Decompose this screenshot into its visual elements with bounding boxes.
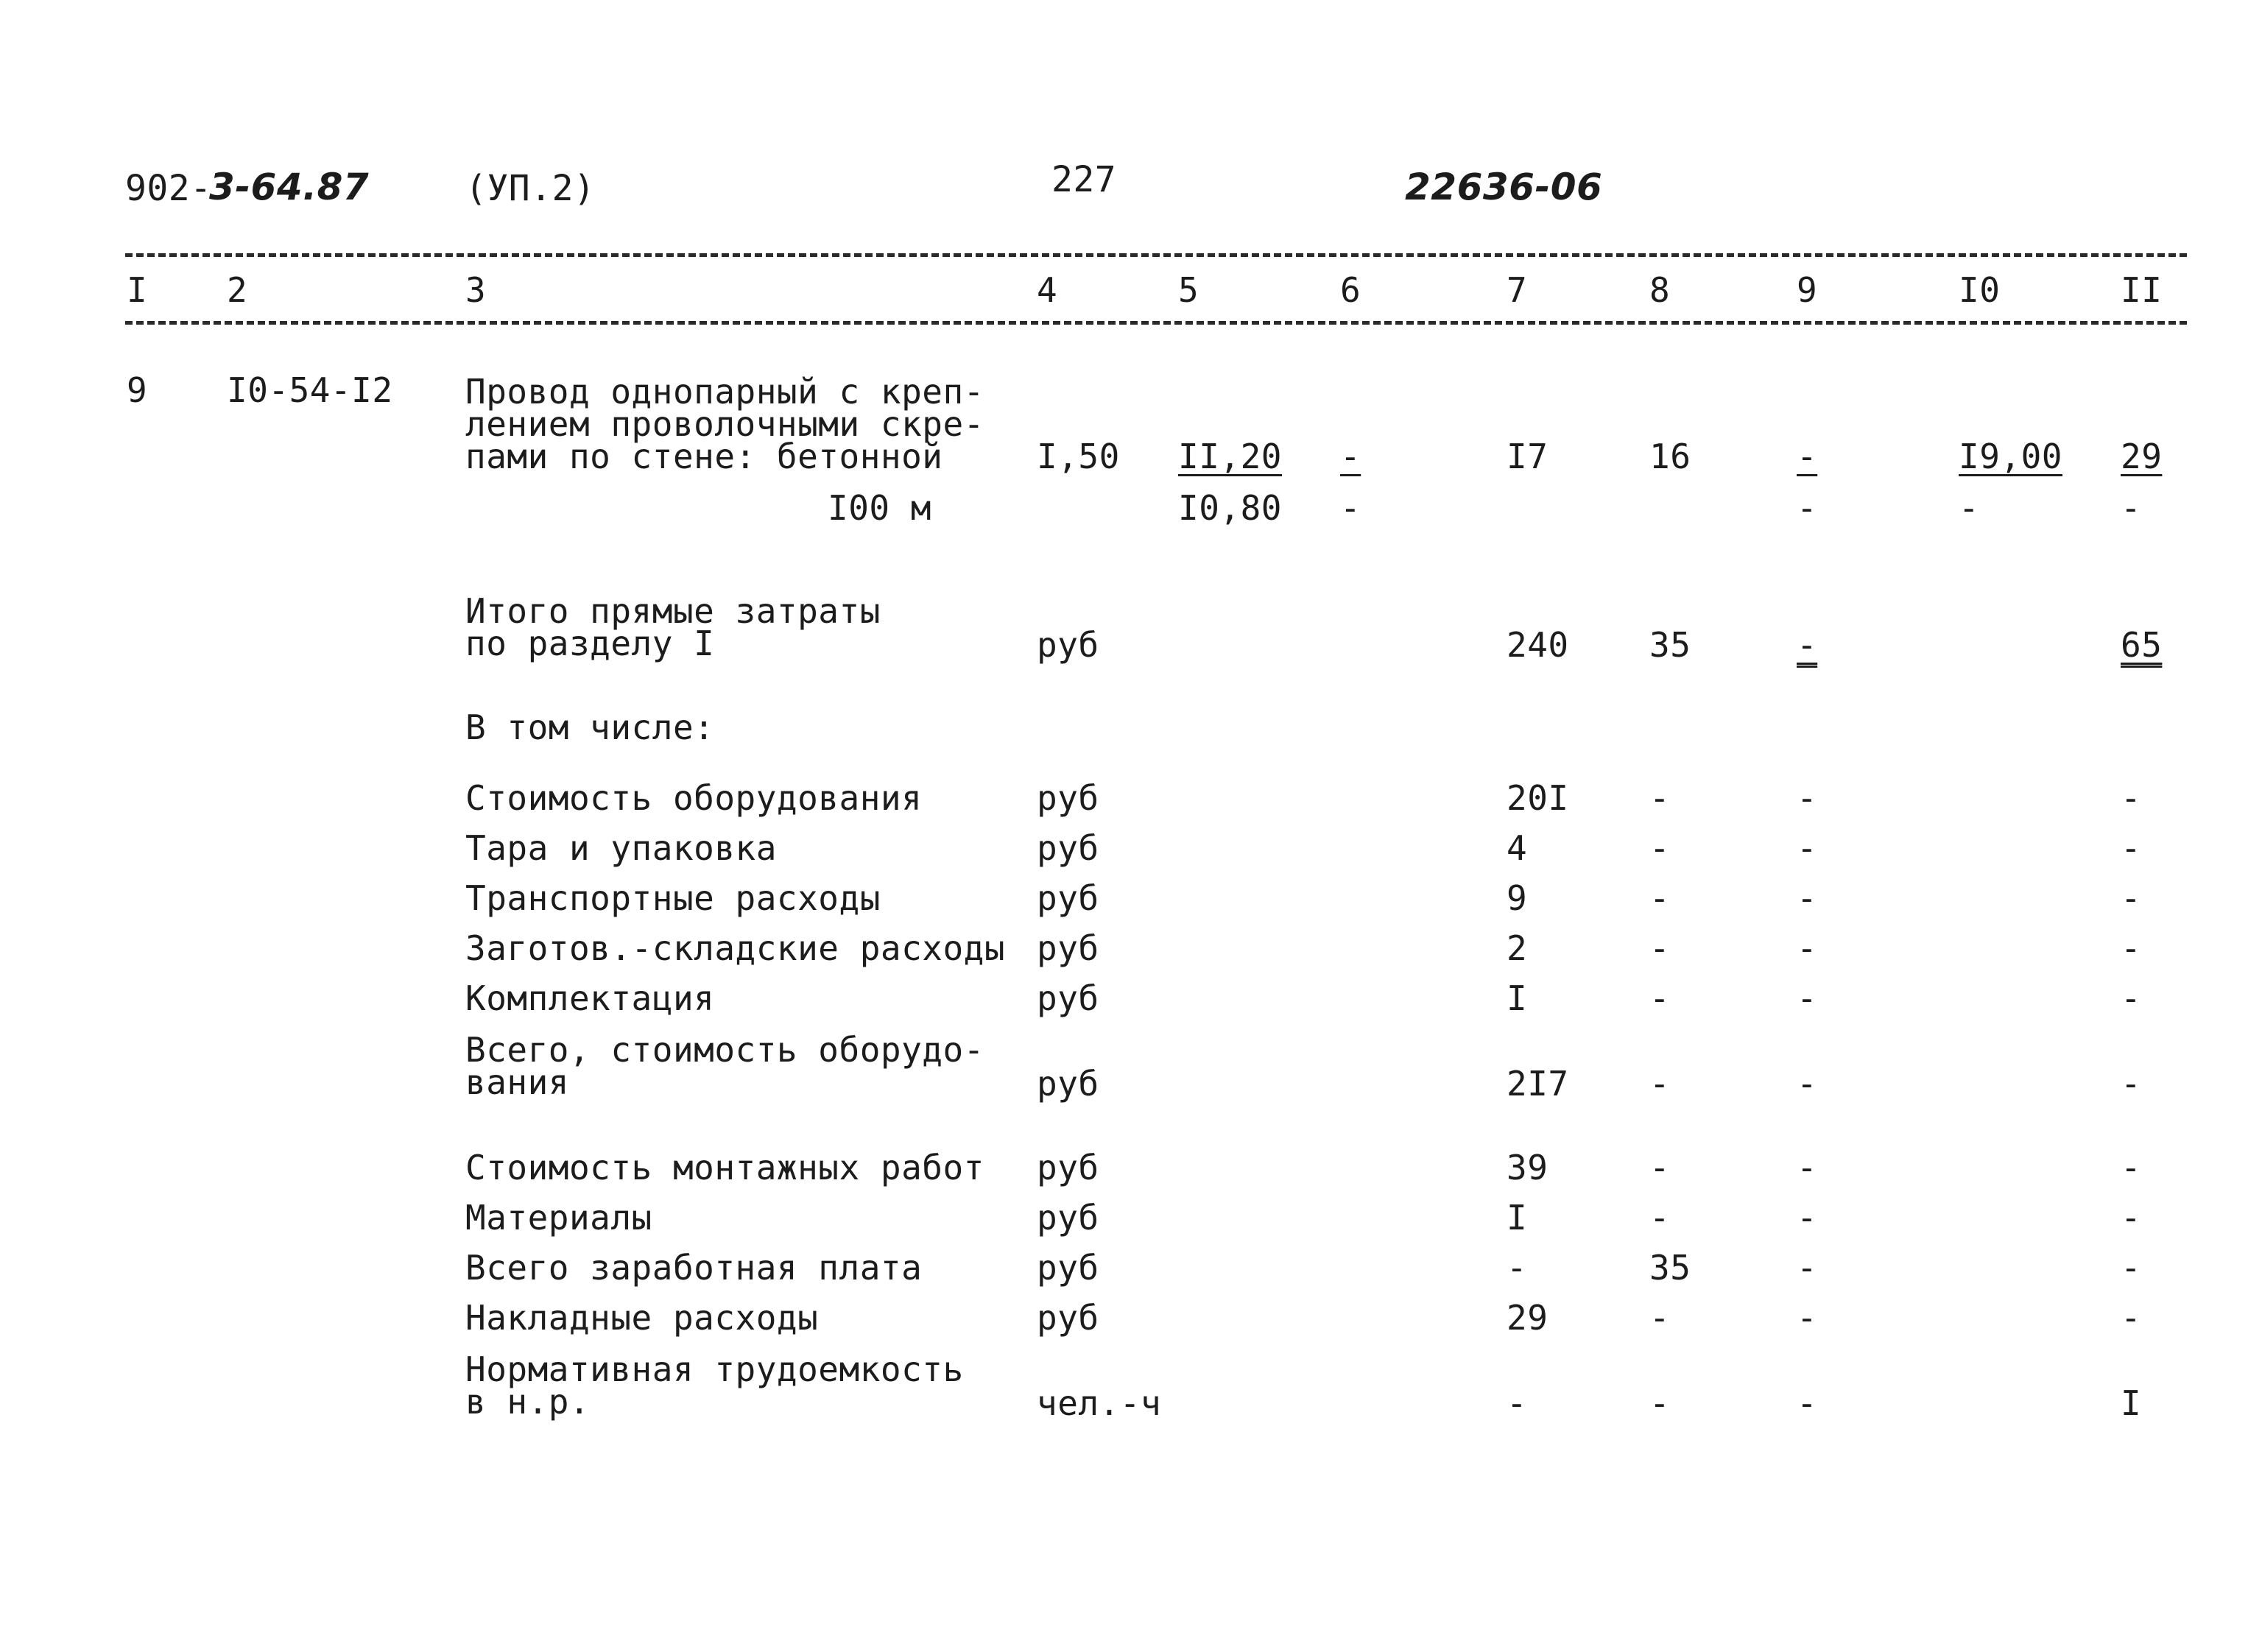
row-col8: - [1649, 878, 1671, 918]
item-col11-bottom: - [2121, 488, 2142, 528]
item-col10-top: I9,00 [1959, 437, 2062, 476]
row-label: Тара и упаковка [465, 828, 777, 868]
column-header-7: 7 [1507, 270, 1528, 310]
row-col11: - [2121, 928, 2142, 968]
item-col7: I7 [1507, 437, 1548, 476]
item-col5-bottom: I0,80 [1178, 488, 1282, 528]
row-col7: - [1507, 1248, 1528, 1288]
row-col9: - [1797, 1248, 1818, 1288]
item-code: I0-54-I2 [227, 370, 393, 410]
column-header-8: 8 [1649, 270, 1671, 310]
row-col7: 29 [1507, 1298, 1548, 1338]
row-unit: руб [1037, 1064, 1099, 1104]
item-col6-top: - [1340, 437, 1361, 476]
row-col7: 20I [1507, 778, 1569, 818]
item-col10-bottom: - [1959, 488, 1980, 528]
item-col9-bottom: - [1797, 488, 1818, 528]
row-col11: - [2121, 828, 2142, 868]
row-label: Всего, стоимость оборудо- [465, 1030, 984, 1070]
row-col11: - [2121, 878, 2142, 918]
column-header-1: I [127, 270, 148, 310]
row-col8: - [1649, 778, 1671, 818]
column-header-5: 5 [1178, 270, 1199, 310]
item-number: 9 [127, 370, 148, 410]
row-unit: руб [1037, 928, 1099, 968]
row-col11: - [2121, 778, 2142, 818]
row-col9: - [1797, 928, 1818, 968]
item-col9-top: - [1797, 437, 1818, 476]
row-col8: - [1649, 1064, 1671, 1104]
row-label-continuation: вания [465, 1062, 569, 1102]
row-unit: чел.-ч [1037, 1383, 1162, 1423]
row-col8: - [1649, 978, 1671, 1018]
column-header-3: 3 [465, 270, 487, 310]
row-col9: - [1797, 1064, 1818, 1104]
row-col7: - [1507, 1383, 1528, 1423]
column-header-2: 2 [227, 270, 248, 310]
row-col9: - [1797, 1383, 1818, 1423]
item-col11-top: 29 [2121, 437, 2163, 476]
total-label-line-2: по разделу I [465, 624, 715, 663]
row-unit: руб [1037, 778, 1099, 818]
row-col11: - [2121, 1198, 2142, 1238]
total-col9: - [1797, 625, 1818, 665]
header-top-rule [125, 253, 2187, 257]
row-label: Транспортные расходы [465, 878, 881, 918]
row-unit: руб [1037, 1198, 1099, 1238]
row-col8: - [1649, 1148, 1671, 1187]
album-label: (УП.2) [465, 168, 596, 209]
column-header-6: 6 [1340, 270, 1361, 310]
document-number-handwritten: 3-64.87 [209, 166, 370, 208]
row-col11: - [2121, 978, 2142, 1018]
row-col8: - [1649, 1298, 1671, 1338]
row-col9: - [1797, 978, 1818, 1018]
row-col9: - [1797, 828, 1818, 868]
row-unit: руб [1037, 878, 1099, 918]
row-col7: 2 [1507, 928, 1528, 968]
row-label: Материалы [465, 1198, 652, 1238]
row-label: Стоимость монтажных работ [465, 1148, 984, 1187]
row-col8: - [1649, 1383, 1671, 1423]
header-bottom-rule [125, 321, 2187, 325]
row-col7: 39 [1507, 1148, 1548, 1187]
item-col8: 16 [1649, 437, 1691, 476]
row-unit: руб [1037, 1248, 1099, 1288]
row-col9: - [1797, 778, 1818, 818]
row-col11: - [2121, 1298, 2142, 1338]
row-label: Стоимость оборудования [465, 778, 923, 818]
row-col7: 4 [1507, 828, 1528, 868]
row-col8: 35 [1649, 1248, 1691, 1288]
total-col8: 35 [1649, 625, 1691, 665]
item-description-line-2: лением проволочными скре- [465, 404, 984, 444]
row-unit: руб [1037, 1148, 1099, 1187]
row-label: Накладные расходы [465, 1298, 819, 1338]
row-col7: I [1507, 1198, 1528, 1238]
column-header-9: 9 [1797, 270, 1818, 310]
row-label: Всего заработная плата [465, 1248, 923, 1288]
row-label: Заготов.-складские расходы [465, 928, 1006, 968]
item-col6-bottom: - [1340, 488, 1361, 528]
row-label: Нормативная трудоемкость [465, 1349, 964, 1389]
row-col9: - [1797, 1198, 1818, 1238]
item-col5-top: II,20 [1178, 437, 1282, 476]
column-header-10: I0 [1959, 270, 2001, 310]
row-col11: - [2121, 1248, 2142, 1288]
row-col8: - [1649, 928, 1671, 968]
total-col11: 65 [2121, 625, 2163, 665]
item-unit: I00 м [828, 488, 931, 528]
item-quantity: I,50 [1037, 437, 1120, 476]
row-label: Комплектация [465, 978, 715, 1018]
row-col9: - [1797, 1148, 1818, 1187]
row-col9: - [1797, 878, 1818, 918]
item-description-line-1: Провод однопарный с креп- [465, 372, 984, 412]
row-unit: руб [1037, 828, 1099, 868]
row-col7: 2I7 [1507, 1064, 1569, 1104]
row-col11: I [2121, 1383, 2142, 1423]
document-number-prefix: 902- [125, 168, 212, 209]
row-unit: руб [1037, 978, 1099, 1018]
page-number: 227 [1051, 159, 1117, 200]
total-unit: руб [1037, 625, 1099, 665]
row-col11: - [2121, 1064, 2142, 1104]
row-col9: - [1797, 1298, 1818, 1338]
row-unit: руб [1037, 1298, 1099, 1338]
including-label: В том числе: [465, 707, 715, 747]
row-col11: - [2121, 1148, 2142, 1187]
column-header-4: 4 [1037, 270, 1058, 310]
row-col7: I [1507, 978, 1528, 1018]
item-description-line-3: пами по стене: бетонной [465, 437, 943, 476]
row-col8: - [1649, 828, 1671, 868]
row-col7: 9 [1507, 878, 1528, 918]
total-col7: 240 [1507, 625, 1569, 665]
total-label-line-1: Итого прямые затраты [465, 591, 881, 631]
row-col8: - [1649, 1198, 1671, 1238]
row-label-continuation: в н.р. [465, 1382, 591, 1422]
column-header-11: II [2121, 270, 2163, 310]
inventory-number: 22636-06 [1405, 166, 1603, 208]
